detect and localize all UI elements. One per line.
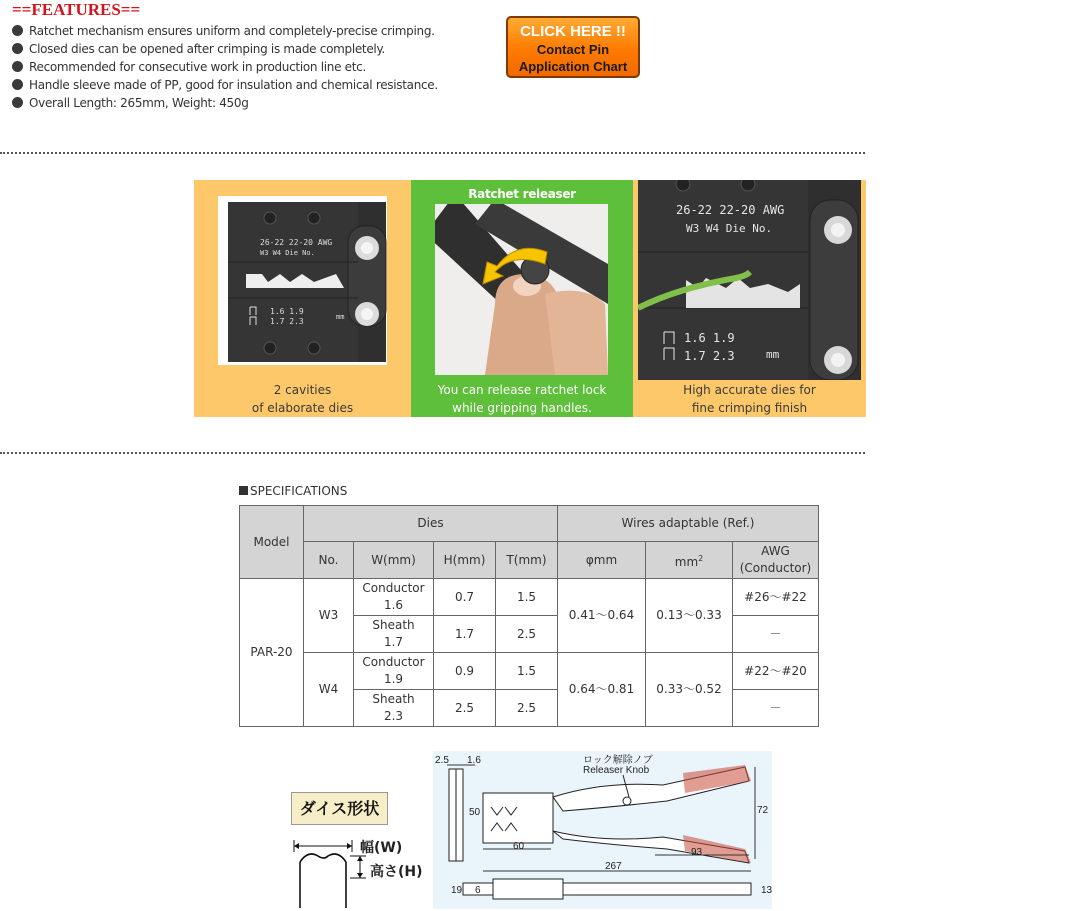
header-w: W(mm)	[354, 542, 434, 579]
feature-panel-releaser	[411, 180, 633, 417]
cell-h: 1.7	[434, 616, 496, 653]
feature-item: Ratchet mechanism ensures uniform and completely-precise crimping.	[12, 22, 438, 40]
cta-line3: Application Chart	[518, 59, 628, 74]
panel-caption: High accurate dies for	[683, 383, 816, 397]
cell-t: 1.5	[496, 579, 558, 616]
cell-awg: －	[733, 690, 819, 727]
panel-caption: 2 cavities	[273, 383, 332, 397]
specs-title: SPECIFICATIONS	[239, 484, 347, 498]
cell-t: 2.5	[496, 616, 558, 653]
width-label: 幅(W)	[360, 840, 403, 856]
dim-50: 50	[469, 807, 481, 818]
releaser-label-en: Releaser Knob	[583, 765, 650, 776]
crimp-photo	[638, 180, 861, 380]
cell-awg: #26～#22	[733, 579, 819, 616]
technical-drawing	[433, 751, 772, 909]
cell-w: Sheath 2.3	[354, 690, 434, 727]
header-awg: AWG (Conductor)	[733, 542, 819, 579]
contact-pin-chart-button[interactable]	[506, 16, 640, 78]
feature-item: Overall Length: 265mm, Weight: 450g	[12, 94, 438, 112]
dim-13: 13	[761, 885, 772, 896]
die-label-awg: 26-22 22-20 AWG	[676, 203, 785, 217]
die-label-no: W3 W4 Die No.	[686, 222, 773, 235]
cell-model: PAR-20	[240, 579, 304, 727]
die-label-awg: 26-22 22-20 AWG	[260, 238, 333, 247]
dim-1-6: 1.6	[467, 755, 481, 766]
dim-19: 19	[451, 885, 463, 896]
panel-caption: of elaborate dies	[251, 401, 354, 415]
die-shape-diagram	[290, 832, 430, 910]
panel-caption: fine crimping finish	[691, 401, 808, 415]
die-label-unit: mm	[766, 348, 780, 361]
bullet-icon	[12, 61, 23, 72]
cell-no: W4	[304, 653, 354, 727]
releaser-label-jp: ロック解除ノブ	[583, 755, 653, 766]
dim-6: 6	[475, 885, 481, 896]
header-mm2: $mm^2$	[646, 542, 733, 579]
bullet-icon	[12, 25, 23, 36]
die-label-no: W3 W4 Die No.	[260, 249, 315, 257]
feature-item: Recommended for consecutive work in production line etc.	[12, 58, 438, 76]
die-label-w: 1.6 1.9	[684, 331, 735, 345]
cell-mm2: 0.13～0.33	[646, 579, 733, 653]
feature-item: Closed dies can be opened after crimping is made completely.	[12, 40, 438, 58]
dim-60: 60	[513, 841, 525, 852]
header-model: Model	[240, 506, 304, 579]
feature-item: Handle sleeve made of PP, good for insulation and chemical resistance.	[12, 76, 438, 94]
table-row	[240, 653, 819, 690]
square-bullet-icon	[239, 486, 248, 495]
dim-2-5: 2.5	[435, 755, 449, 766]
cell-awg: －	[733, 616, 819, 653]
die-photo	[218, 196, 387, 365]
die-label-h: 1.7 2.3	[270, 317, 304, 326]
height-label: 高さ(H)	[370, 864, 423, 880]
header-no: No.	[304, 542, 354, 579]
cell-w: Sheath 1.7	[354, 616, 434, 653]
cell-phi: 0.41～0.64	[558, 579, 646, 653]
dotted-divider	[0, 152, 865, 154]
cell-t: 2.5	[496, 690, 558, 727]
feature-panel-accuracy	[633, 180, 866, 417]
panel-header: Ratchet releaser	[468, 187, 576, 201]
die-label-h: 1.7 2.3	[684, 349, 735, 363]
features-title: ==FEATURES==	[12, 0, 141, 19]
dim-267: 267	[605, 861, 622, 872]
releaser-photo	[435, 204, 608, 375]
cell-phi: 0.64～0.81	[558, 653, 646, 727]
cell-t: 1.5	[496, 653, 558, 690]
die-label-unit: mm	[336, 313, 345, 321]
header-t: T(mm)	[496, 542, 558, 579]
cell-mm2: 0.33～0.52	[646, 653, 733, 727]
header-wires: Wires adaptable (Ref.)	[558, 506, 819, 542]
specs-table	[239, 505, 819, 727]
features-list	[12, 22, 438, 112]
cell-w: Conductor 1.9	[354, 653, 434, 690]
cell-h: 0.7	[434, 579, 496, 616]
header-h: H(mm)	[434, 542, 496, 579]
cta-line2: Contact Pin	[536, 42, 610, 57]
die-shape-title: ダイス形状	[291, 792, 388, 825]
bullet-icon	[12, 43, 23, 54]
bullet-icon	[12, 97, 23, 108]
cta-line1: CLICK HERE !!	[520, 23, 626, 40]
cell-awg: #22～#20	[733, 653, 819, 690]
cell-w: Conductor 1.6	[354, 579, 434, 616]
dim-93: 93	[691, 847, 703, 858]
feature-panel-dies	[194, 180, 411, 417]
cell-h: 2.5	[434, 690, 496, 727]
cell-no: W3	[304, 579, 354, 653]
panel-caption: You can release ratchet lock	[437, 383, 607, 397]
header-dies: Dies	[304, 506, 558, 542]
panel-caption: while gripping handles.	[452, 401, 592, 415]
bullet-icon	[12, 79, 23, 90]
header-phi: φmm	[558, 542, 646, 579]
table-row	[240, 579, 819, 616]
cell-h: 0.9	[434, 653, 496, 690]
dim-72: 72	[757, 805, 769, 816]
dotted-divider	[0, 452, 865, 454]
die-label-w: 1.6 1.9	[270, 307, 304, 316]
